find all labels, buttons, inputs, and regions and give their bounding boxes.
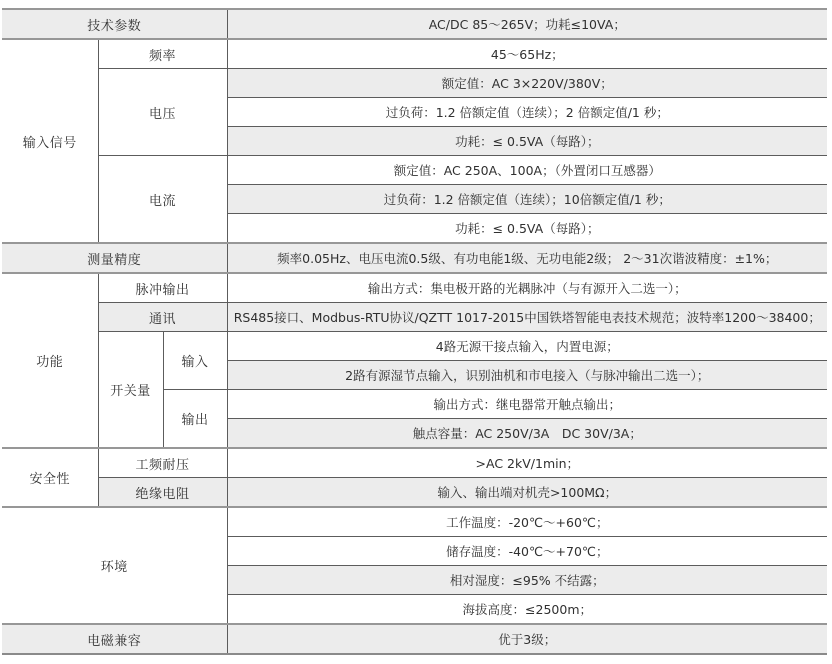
communication-label: 通讯 [98, 303, 227, 332]
function-label: 功能 [2, 273, 98, 448]
environment-label: 环境 [2, 507, 227, 624]
voltage-label: 电压 [98, 69, 227, 156]
input-signal-label: 输入信号 [2, 39, 98, 243]
value-insulation: 输入、输出端对机壳>100MΩ； [227, 478, 827, 508]
value-communication: RS485接口、Modbus-RTU协议/QZTT 1017-2015中国铁塔智能电表技术规范；波特率1200～38400； [227, 303, 827, 332]
tech-params-label: 技术参数 [2, 9, 227, 39]
value-withstand: >AC 2kV/1min； [227, 448, 827, 478]
switch-input-label: 输入 [163, 332, 227, 390]
pulse-output-label: 脉冲输出 [98, 273, 227, 303]
safety-label: 安全性 [2, 448, 98, 507]
accuracy-label: 测量精度 [2, 243, 227, 273]
emc-label: 电磁兼容 [2, 624, 227, 654]
value-altitude: 海拔高度：≤2500m； [227, 595, 827, 625]
value-humidity: 相对湿度：≤95% 不结露； [227, 566, 827, 595]
value-voltage-consumption: 功耗：≤ 0.5VA（每路）； [227, 127, 827, 156]
withstand-label: 工频耐压 [98, 448, 227, 478]
switch-output-label: 输出 [163, 390, 227, 449]
value-power-supply: AC/DC 85～265V；功耗≤10VA； [227, 9, 827, 39]
value-current-overload: 过负荷：1.2 倍额定值（连续）；10倍额定值/1 秒； [227, 185, 827, 214]
value-accuracy: 频率0.05Hz、电压电流0.5级、有功电能1级、无功电能2级； 2～31次谐波精度：±1%； [227, 243, 827, 273]
value-di-dry: 4路无源干接点输入，内置电源； [227, 332, 827, 361]
spec-table [2, 8, 827, 655]
value-pulse-output: 输出方式：集电极开路的光耦脉冲（与有源开入二选一）； [227, 273, 827, 303]
value-temp-storage: 储存温度：-40℃～+70℃； [227, 537, 827, 566]
value-temp-operating: 工作温度：-20℃～+60℃； [227, 507, 827, 537]
value-do-mode: 输出方式：继电器常开触点输出； [227, 390, 827, 419]
insulation-label: 绝缘电阻 [98, 478, 227, 508]
value-do-capacity: 触点容量：AC 250V/3A DC 30V/3A； [227, 419, 827, 449]
value-frequency-range: 45～65Hz； [227, 39, 827, 69]
value-di-wet: 2路有源湿节点输入，识别油机和市电接入（与脉冲输出二选一）； [227, 361, 827, 390]
value-current-rated: 额定值：AC 250A、100A；（外置闭口互感器） [227, 156, 827, 185]
value-current-consumption: 功耗：≤ 0.5VA（每路）； [227, 214, 827, 244]
value-voltage-overload: 过负荷：1.2 倍额定值（连续）；2 倍额定值/1 秒； [227, 98, 827, 127]
current-label: 电流 [98, 156, 227, 244]
value-emc: 优于3级； [227, 624, 827, 654]
value-voltage-rated: 额定值：AC 3×220V/380V； [227, 69, 827, 98]
switching-label: 开关量 [98, 332, 163, 449]
frequency-label: 频率 [98, 39, 227, 69]
